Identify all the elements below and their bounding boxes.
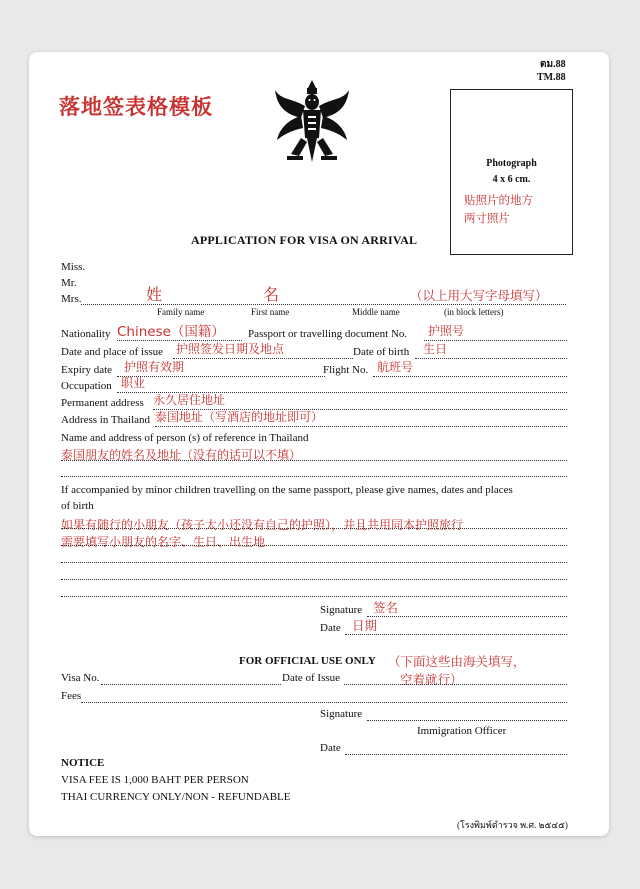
expiry-label: Expiry date bbox=[61, 364, 113, 376]
photo-note-1: 贴照片的地方 bbox=[464, 193, 533, 207]
official-signature-label: Signature bbox=[320, 708, 363, 720]
photo-size: 4 x 6 cm. bbox=[492, 174, 531, 185]
photo-title: Photograph bbox=[486, 158, 537, 169]
form-code-latin: TM.88 bbox=[537, 72, 566, 83]
block-letters-label: (in block letters) bbox=[444, 307, 504, 317]
date-value: 日期 bbox=[352, 618, 378, 633]
signature-value: 签名 bbox=[373, 600, 399, 615]
birth-label: Date of birth bbox=[353, 346, 410, 358]
date-label: Date bbox=[320, 622, 341, 634]
photo-box bbox=[450, 89, 573, 255]
printer-line: (โรงพิมพ์ตำรวจ พ.ศ. ๒๕๔๕) bbox=[457, 820, 568, 830]
thai-address-label: Address in Thailand bbox=[61, 414, 151, 426]
salutation-miss: Miss. bbox=[61, 261, 86, 273]
first-name-label: First name bbox=[251, 307, 290, 317]
fees-label: Fees bbox=[61, 690, 82, 702]
salutation-mrs: Mrs. bbox=[61, 293, 82, 305]
given-name-hint: 名 bbox=[263, 285, 280, 304]
surname-hint: 姓 bbox=[146, 285, 163, 304]
permanent-address-label: Permanent address bbox=[61, 397, 144, 409]
notice-title: NOTICE bbox=[61, 757, 105, 769]
family-name-label: Family name bbox=[157, 307, 205, 317]
notice-line-2: THAI CURRENCY ONLY/NON - REFUNDABLE bbox=[61, 791, 291, 803]
minors-text-2: of birth bbox=[61, 500, 94, 512]
nationality-label: Nationality bbox=[61, 328, 111, 340]
expiry-value: 护照有效期 bbox=[124, 360, 185, 374]
garuda-emblem-icon bbox=[271, 76, 353, 168]
official-date-label: Date bbox=[320, 742, 341, 754]
minors-note-1: 如果有随行的小朋友（孩子太小还没有自己的护照），并且共用同本护照旅行 bbox=[61, 518, 464, 532]
salutation-mr: Mr. bbox=[61, 277, 77, 289]
thai-address-value: 泰国地址（写酒店的地址即可） bbox=[155, 410, 324, 424]
flight-value: 航班号 bbox=[377, 360, 414, 374]
passport-label: Passport or travelling document No. bbox=[248, 328, 408, 340]
official-use-title: FOR OFFICIAL USE ONLY bbox=[239, 655, 376, 667]
reference-value: 泰国朋友的姓名及地址（没有的话可以不填） bbox=[61, 448, 302, 462]
minors-text-1: If accompanied by minor children travelling on the same passport, please give names, dates and places bbox=[61, 484, 513, 496]
flight-label: Flight No. bbox=[323, 364, 369, 376]
issue-value: 护照签发日期及地点 bbox=[176, 342, 285, 356]
template-title: 落地签表格模板 bbox=[59, 95, 213, 119]
minors-note-2: 需要填写小朋友的名字、生日、出生地 bbox=[61, 535, 266, 549]
occupation-value: 职业 bbox=[121, 376, 146, 390]
middle-name-label: Middle name bbox=[352, 307, 400, 317]
official-note-1: （下面这些由海关填写， bbox=[388, 654, 526, 669]
occupation-label: Occupation bbox=[61, 380, 112, 392]
issue-label: Date and place of issue bbox=[61, 346, 164, 358]
visa-no-label: Visa No. bbox=[61, 672, 100, 684]
passport-value: 护照号 bbox=[428, 324, 465, 338]
photo-note-2: 两寸照片 bbox=[464, 211, 510, 225]
permanent-address-value: 永久居住地址 bbox=[153, 393, 226, 407]
reference-label: Name and address of person (s) of reference in Thailand bbox=[61, 432, 309, 444]
signature-label: Signature bbox=[320, 604, 363, 616]
birth-value: 生日 bbox=[423, 342, 448, 356]
caps-hint: （以上用大写字母填写） bbox=[410, 288, 548, 303]
official-note-2: 空着就行） bbox=[400, 672, 463, 687]
form-code-thai: ตม.88 bbox=[540, 59, 566, 70]
visa-form-page bbox=[29, 52, 609, 836]
nationality-value: Chinese（国籍） bbox=[117, 324, 225, 340]
notice-line-1: VISA FEE IS 1,000 BAHT PER PERSON bbox=[61, 774, 249, 786]
form-title: APPLICATION FOR VISA ON ARRIVAL bbox=[191, 233, 418, 247]
immigration-officer-label: Immigration Officer bbox=[417, 725, 507, 737]
date-of-issue-label: Date of Issue bbox=[282, 672, 341, 684]
